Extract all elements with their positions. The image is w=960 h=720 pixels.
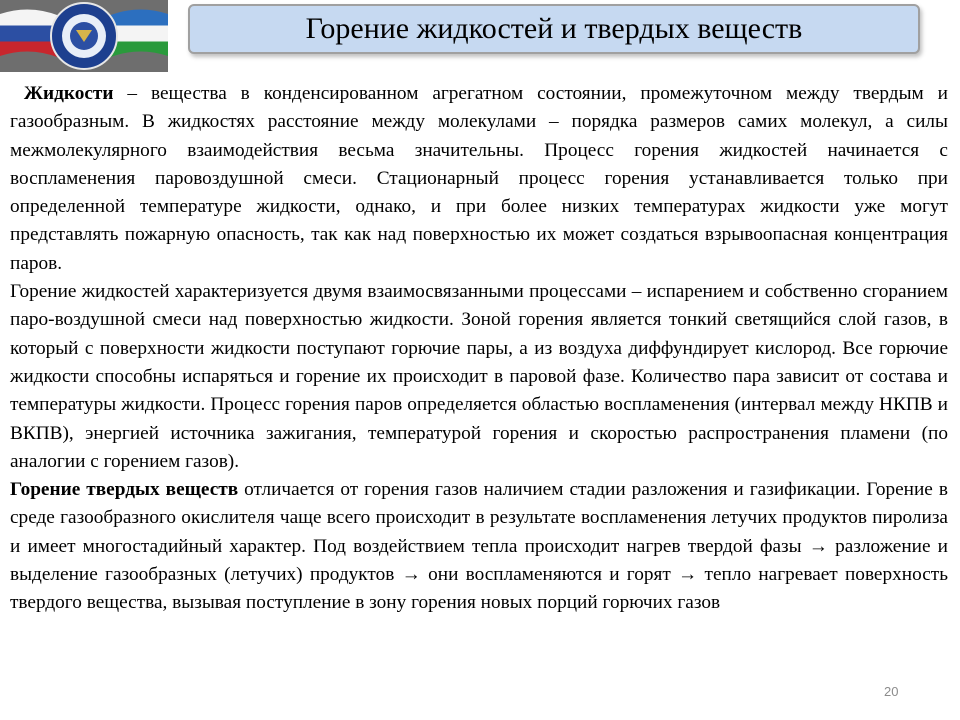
logo-emblem bbox=[0, 0, 168, 72]
paragraph-liquid-combustion bbox=[10, 278, 948, 476]
page-number: 20 bbox=[884, 684, 899, 699]
paragraph-text: Горение жидкостей характеризуется двумя взаимосвязанными процессами – испарением и собственно сгоранием паро-воздушной смеси над поверхностью жидкости. Зоной горения является тонкий светящийся слой газов, в который с поверхности жидкости поступают горючие пары, а из воздуха диффундирует кислород. Все горючие жидкости способны испаряться и горение их происходит в паровой фазе. Количество пара зависит от состава и температуры жидкости. Процесс горения паров определяется областью воспламенения (интервал между НКПВ и ВКПВ), энергией источника зажигания, температурой горения и скоростью распространения пламени (по аналогии с горением газов). bbox=[10, 281, 948, 472]
paragraph-solids bbox=[10, 476, 948, 617]
paragraph-text: – вещества в конденсированном агрегатном состоянии, промежуточном между твердым и газообразным. В жидкостях расстояние между молекулами – порядка размеров самих молекул, а силы межмолекулярного взаимодействия весьма значительны. Процесс горения жидкостей начинается с воспламенения паровоздушной смеси. Стационарный процесс горения устанавливается только при определенной температуре жидкости, однако, и при более низких температурах жидкости уже могут представлять пожарную опасность, так как над поверхностью их может создаться взрывоопасная концентрация паров. bbox=[10, 83, 948, 274]
slide-body bbox=[10, 80, 948, 618]
paragraph-text: отличается от горения газов наличием стадии разложения и газификации. Горение в среде газообразного окислителя чаще всего происходит в результате воспламенения летучих продуктов пиролиза и имеет многостадийный характер. Под воздействием тепла происходит нагрев твердой фазы → разложение и выделение газообразных (летучих) продуктов → они воспламеняются и горят → тепло нагревает поверхность твердого вещества, вызывая поступление в зону горения новых порций горючих газов bbox=[10, 479, 948, 614]
term-liquids: Жидкости bbox=[23, 83, 114, 104]
slide-title-box bbox=[188, 4, 920, 54]
slide-title: Горение жидкостей и твердых веществ bbox=[305, 12, 803, 45]
term-solids: Горение твердых веществ bbox=[10, 479, 239, 501]
paragraph-liquids bbox=[10, 80, 948, 278]
